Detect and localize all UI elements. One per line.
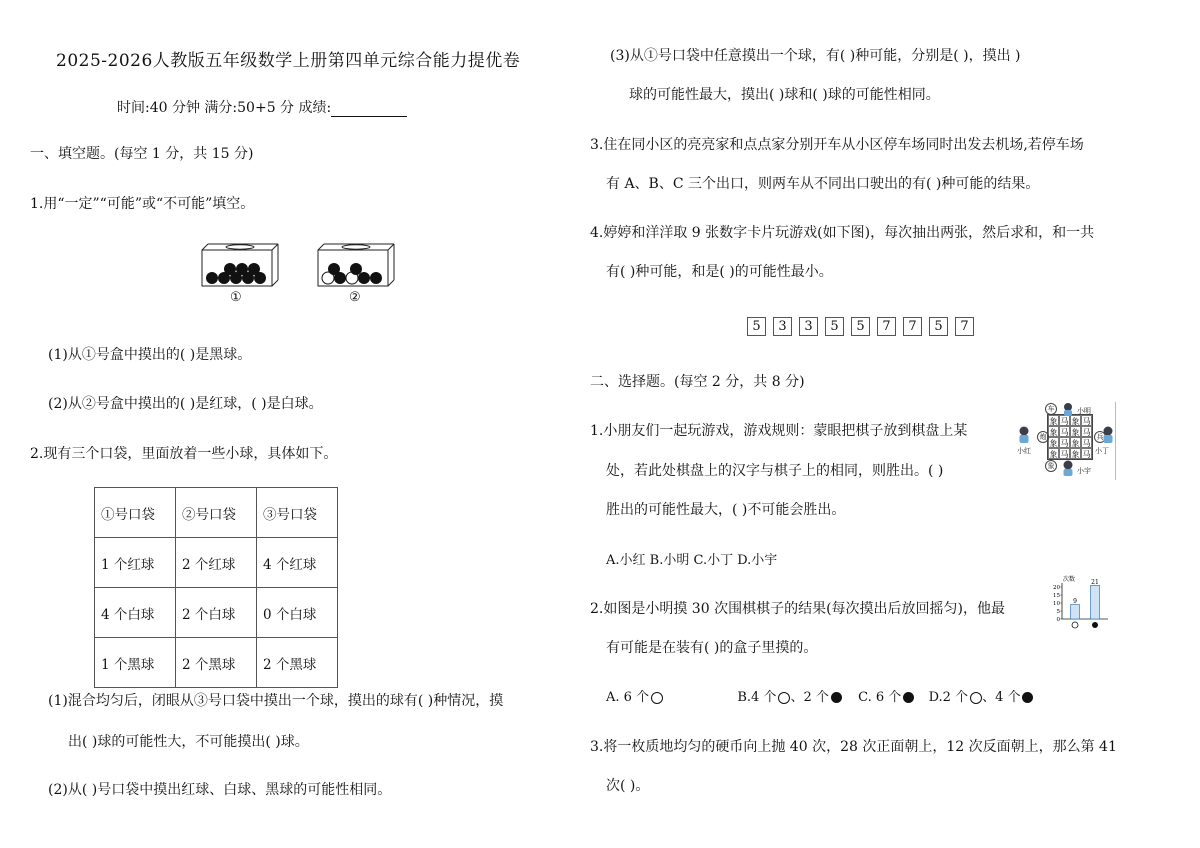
board-cell: 马 (1082, 439, 1091, 448)
board-cell: 象 (1071, 428, 1080, 437)
board-cell: 象 (1071, 439, 1080, 448)
exam-info-text: 时间:40 分钟 满分:50+5 分 成绩: (117, 100, 332, 116)
s2-q3-line2: 次( )。 (606, 778, 650, 794)
table-row (95, 638, 338, 688)
chess-piece-bottom: 象 (1045, 460, 1057, 472)
board-cell: 象 (1049, 439, 1058, 448)
option-d-part2: 、4 个 (982, 690, 1021, 705)
table-cell: 2 个红球 (176, 538, 257, 588)
q1-sub2: (2)从②号盒中摸出的( )是红球，( )是白球。 (48, 396, 323, 412)
table-cell: 1 个黑球 (95, 638, 176, 688)
y-tick-label: 20 (1053, 585, 1060, 591)
chess-piece-right: 兵 (1094, 431, 1106, 443)
child-icon (1017, 426, 1031, 444)
option-d: D.2 个 (928, 690, 969, 705)
q2-sub2: (2)从( )号口袋中摸出红球、白球、黑球的可能性相同。 (48, 782, 392, 798)
s2-q2-options (606, 686, 1033, 705)
y-tick-label: 5 (1056, 609, 1060, 615)
s2-q1-line1: 1.小朋友们一起玩游戏，游戏规则：蒙眼把棋子放到棋盘上某 (590, 423, 968, 439)
q3-line1: 3.住在同小区的亮亮家和点点家分别开车从小区停车场同时出发去机场,若停车场 (590, 137, 1084, 153)
number-card: 3 (799, 317, 818, 336)
s2-q2-line1: 2.如图是小明摸 30 次围棋棋子的结果(每次摸出后放回摇匀)，他最 (590, 601, 1005, 617)
q2-sub3-line1: (3)从①号口袋中任意摸出一个球，有( )种可能，分别是( )，摸出 ) (610, 48, 1021, 64)
option-c: C. 6 个 (858, 690, 902, 705)
black-piece-icon (1092, 622, 1098, 628)
black-piece-icon (1022, 692, 1033, 703)
board-cell: 象 (1049, 417, 1058, 426)
board-cell: 马 (1060, 428, 1069, 437)
table-cell: 4 个白球 (95, 588, 176, 638)
name-label: 小明 (1077, 407, 1091, 415)
board-cell: 马 (1060, 439, 1069, 448)
number-card: 5 (747, 317, 766, 336)
chess-piece-left: 炮 (1037, 431, 1049, 443)
box-2 (318, 244, 394, 286)
board-cell: 马 (1060, 450, 1069, 459)
number-card: 7 (903, 317, 922, 336)
table-header-row (95, 488, 338, 538)
bar-white (1071, 605, 1080, 619)
exam-info (117, 97, 407, 117)
child-icon (1061, 402, 1075, 416)
box-2-label: ② (349, 290, 361, 305)
table-cell: 2 个黑球 (257, 638, 338, 688)
white-piece-icon (778, 692, 790, 704)
number-card: 5 (825, 317, 844, 336)
chess-piece-top: 车 (1045, 403, 1057, 415)
chess-board-figure (1015, 402, 1115, 480)
number-card: 5 (851, 317, 870, 336)
table-cell: 0 个白球 (257, 588, 338, 638)
white-piece-icon (651, 692, 663, 704)
section-heading-fill-blank: 一、填空题。(每空 1 分，共 15 分) (30, 146, 254, 162)
board-cell: 象 (1071, 450, 1080, 459)
q2-sub1-line2: 出( )球的可能性大，不可能摸出( )球。 (68, 734, 309, 750)
number-card: 5 (929, 317, 948, 336)
name-label: 小红 (1017, 447, 1031, 455)
s2-q1-line3: 胜出的可能性最大，( )不可能会胜出。 (606, 502, 846, 518)
s2-q2-line2: 有可能是在装有( )的盒子里摸的。 (606, 640, 818, 656)
board-cell: 象 (1071, 417, 1080, 426)
bar-chart (1050, 575, 1110, 631)
q2-stem: 2.现有三个口袋，里面放着一些小球，具体如下。 (30, 446, 338, 462)
bar-black (1091, 585, 1100, 619)
s2-q1-options: A.小红 B.小明 C.小丁 D.小宇 (606, 553, 778, 568)
table-header-cell: ②号口袋 (176, 488, 257, 538)
number-cards (747, 315, 981, 336)
y-tick-label: 10 (1053, 601, 1060, 607)
board-cell: 象 (1049, 428, 1058, 437)
page-title: 2025-2026人教版五年级数学上册第四单元综合能力提优卷 (56, 51, 521, 71)
y-axis-label: 次数 (1063, 576, 1076, 583)
child-icon (1061, 460, 1075, 476)
number-card: 7 (955, 317, 974, 336)
q4-line1: 4.婷婷和洋洋取 9 张数字卡片玩游戏(如下图)，每次抽出两张，然后求和，和一共 (590, 225, 1095, 241)
number-card: 3 (773, 317, 792, 336)
name-label: 小丁 (1095, 447, 1109, 455)
bar-value-label: 21 (1091, 578, 1099, 586)
table-cell: 1 个红球 (95, 538, 176, 588)
black-piece-icon (903, 692, 914, 703)
chess-board (1047, 414, 1093, 460)
q2-sub1-line1: (1)混合均匀后，闭眼从③号口袋中摸出一个球，摸出的球有( )种情况，摸 (48, 693, 504, 709)
box-1 (202, 244, 278, 286)
table-row (95, 588, 338, 638)
table-header-cell: ①号口袋 (95, 488, 176, 538)
board-cell: 马 (1082, 417, 1091, 426)
section-heading-choice: 二、选择题。(每空 2 分，共 8 分) (590, 374, 805, 390)
child-icon (1101, 426, 1115, 444)
table-header-cell: ③号口袋 (257, 488, 338, 538)
option-b-part2: 、2 个 (790, 690, 829, 705)
q2-sub3-line2: 球的可能性最大，摸出( )球和( )球的可能性相同。 (629, 87, 940, 103)
white-piece-icon (970, 692, 982, 704)
ball-boxes-figure (196, 240, 411, 308)
board-cell: 马 (1060, 417, 1069, 426)
board-cell: 马 (1082, 450, 1091, 459)
name-label: 小宇 (1077, 467, 1091, 475)
number-card: 7 (877, 317, 896, 336)
s2-q3-line1: 3.将一枚质地均匀的硬币向上抛 40 次，28 次正面朝上，12 次反面朝上，那么第 41 (590, 739, 1117, 755)
board-cell: 马 (1082, 428, 1091, 437)
black-piece-icon (831, 692, 842, 703)
q4-line2: 有( )种可能，和是( )的可能性最小。 (606, 264, 833, 280)
q1-sub1: (1)从①号盒中摸出的( )是黑球。 (48, 347, 252, 363)
table-cell: 2 个黑球 (176, 638, 257, 688)
bar-value-label: 9 (1073, 598, 1077, 606)
board-cell: 象 (1049, 450, 1058, 459)
table-row (95, 538, 338, 588)
q1-stem: 1.用“一定”“可能”或“不可能”填空。 (30, 196, 255, 212)
q3-line2: 有 A、B、C 三个出口，则两车从不同出口驶出的有( )种可能的结果。 (606, 176, 1040, 192)
option-b: B.4 个 (737, 690, 777, 705)
table-cell: 2 个白球 (176, 588, 257, 638)
y-tick-label: 0 (1056, 617, 1060, 623)
s2-q1-line2: 处，若此处棋盘上的汉字与棋子上的相同，则胜出。( ) (606, 463, 944, 479)
option-a: A. 6 个 (606, 690, 650, 705)
score-blank (331, 102, 407, 117)
white-piece-icon (1072, 622, 1078, 628)
box-1-label: ① (230, 290, 242, 305)
bags-table (94, 487, 338, 688)
table-cell: 4 个红球 (257, 538, 338, 588)
y-tick-label: 15 (1053, 593, 1060, 599)
